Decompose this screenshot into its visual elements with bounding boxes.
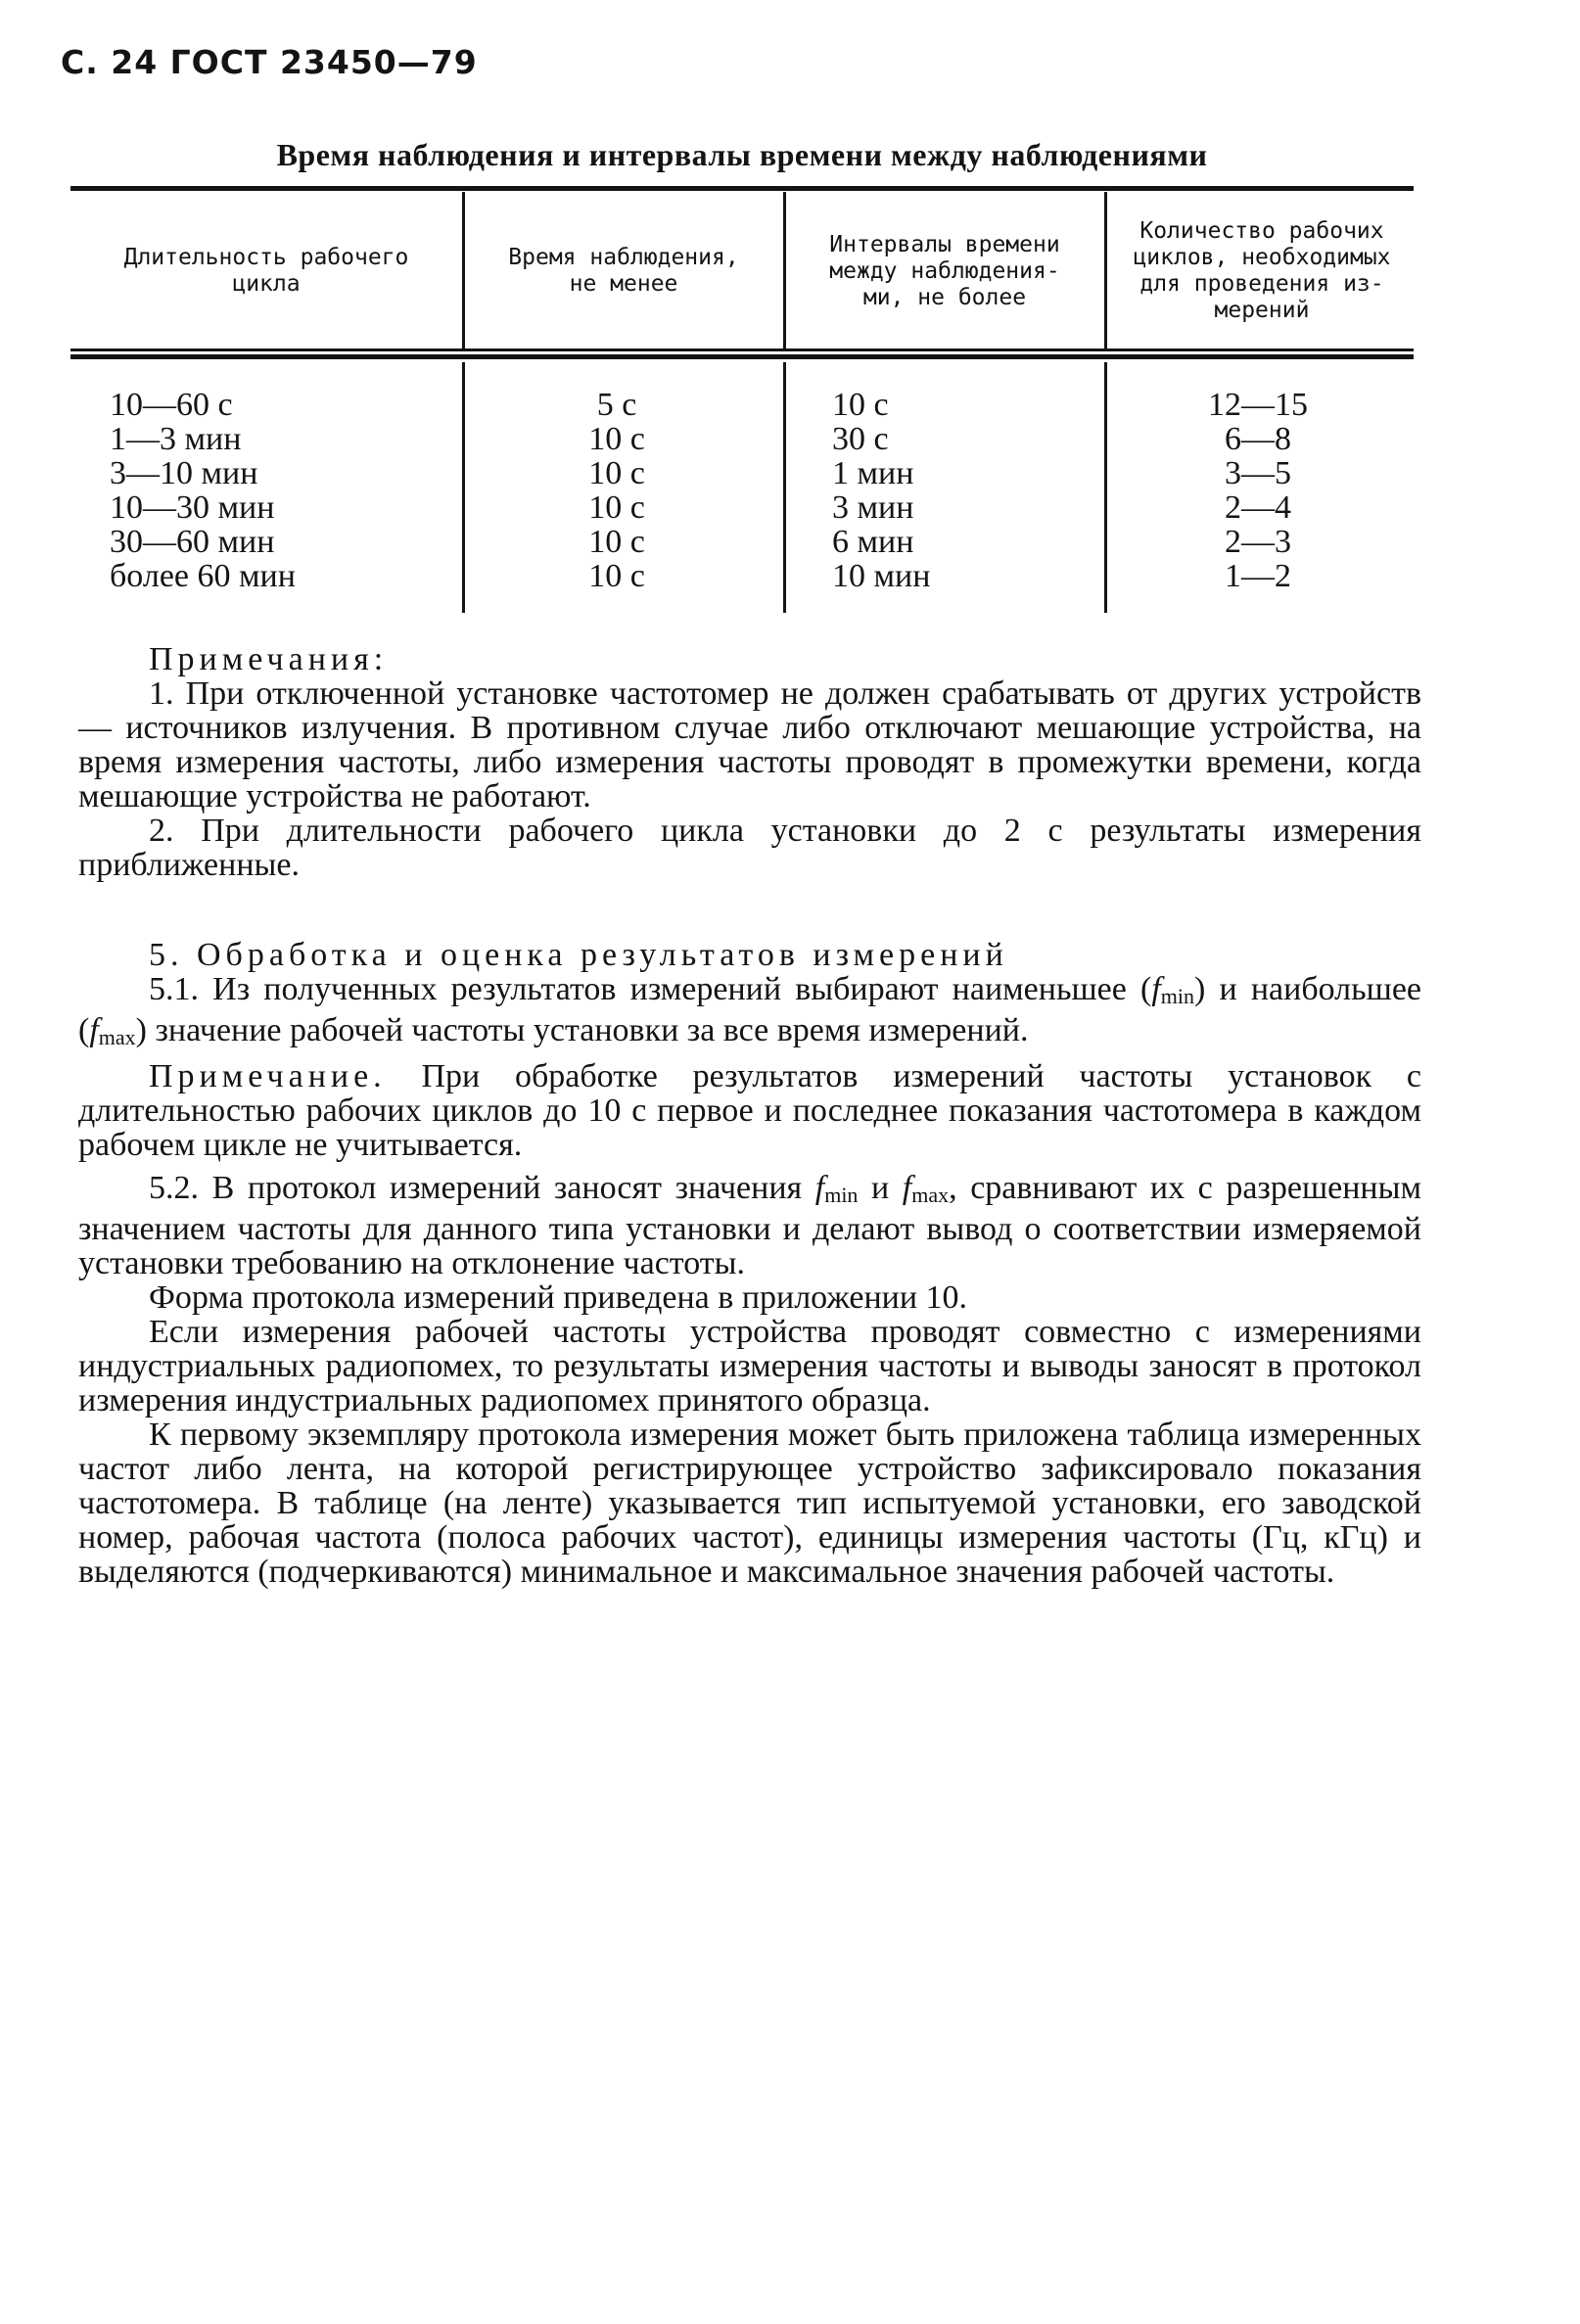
text-run: 5.2. В протокол измерений заносят значения (149, 1170, 815, 1206)
f-symbol: f (89, 1012, 99, 1048)
header-line: Время наблюдения, (508, 245, 739, 270)
table-cell: 10 с (588, 421, 645, 457)
paragraphs-block (78, 1171, 1421, 1589)
header-line: Интервалы времени (829, 231, 1060, 257)
table-cell: 10 с (588, 455, 645, 491)
table-header-cycles-count (1110, 196, 1414, 347)
header-line: Количество рабочих (1139, 218, 1384, 244)
header-line: ми, не более (862, 284, 1027, 310)
f-symbol: f (814, 1170, 825, 1206)
notes-block (78, 642, 1421, 882)
table-cell: 10 с (588, 489, 645, 526)
subscript-max: max (98, 1025, 136, 1049)
table-cell: 30 с (832, 421, 889, 457)
table-cell: более 60 мин (110, 558, 296, 594)
table-cell: 12—15 (1208, 387, 1308, 423)
paragraph-joint-measurement: Если измерения рабочей частоты устройства проводят совместно с измерениями индустриальных радиопомех, то результаты измерения частоты и выводы заносят в протокол измерения индустриальных радиопомех принятого образца. (78, 1314, 1421, 1418)
header-line: не менее (569, 271, 678, 297)
notes-title: Примечания: (149, 641, 389, 677)
paragraph-5-1 (78, 972, 1421, 1054)
paragraph-protocol-form: Форма протокола измерений приведена в приложении 10. (149, 1279, 968, 1316)
table-header-rule-double (70, 354, 1414, 359)
table-column-cycles-count (1106, 388, 1410, 593)
subscript-min: min (824, 1183, 859, 1207)
table-cell: 3—10 мин (110, 455, 258, 491)
table-col-divider (1104, 192, 1107, 349)
table-cell: 5 с (596, 387, 637, 423)
table-top-rule (70, 186, 1414, 191)
text-run: ) и наибольшее ( (78, 971, 1422, 1048)
header-line: циклов, необходимых (1133, 245, 1391, 270)
paragraph-5-2 (78, 1171, 1421, 1280)
text-run: 5.1. Из полученных результатов измерений выбирают наименьшее ( (149, 971, 1152, 1007)
f-symbol: f (902, 1170, 912, 1206)
text-run: ) значение рабочей частоты установки за все время измерений. (135, 1012, 1029, 1048)
table-cell: 1 мин (832, 455, 914, 491)
table-title: Время наблюдения и интервалы времени между наблюдениями (276, 137, 1208, 172)
table-header-rule (70, 349, 1414, 351)
table-col-divider (783, 362, 786, 613)
table-cell: 2—4 (1225, 489, 1291, 526)
table-cell: 3—5 (1225, 455, 1291, 491)
table-cell: 10 с (588, 524, 645, 560)
section-5-block (78, 938, 1421, 1054)
table-cell: 1—3 мин (110, 421, 242, 457)
table-cell: 10—60 с (110, 387, 233, 423)
table-cell: 2—3 (1225, 524, 1291, 560)
page-header: С. 24 ГОСТ 23450—79 (61, 43, 478, 81)
table-cell: 10—30 мин (110, 489, 275, 526)
table-cell: 3 мин (832, 489, 914, 526)
table-cell: 10 с (832, 387, 889, 423)
paragraph-attachment: К первому экземпляру протокола измерения может быть приложена таблица измеренных частот либо лента, на которой регистрирующее устройство зафиксировало показания частотомера. В таблице (на ленте) указывается тип испытуемой установки, его заводской номер, рабочая частота (полоса рабочих частот), единицы измерения частоты (Гц, кГц) и выделяются (подчеркиваются) минимальное и максимальное значения рабочей частоты. (78, 1417, 1421, 1590)
text-run: и (858, 1170, 903, 1206)
table-column-interval (832, 388, 1087, 593)
table-col-divider (783, 192, 786, 349)
f-symbol: f (1151, 971, 1161, 1007)
text-run: , сравнивают их с разрешенным значением частоты для данного типа установки и делают вывод о соответствии измеряемой установки требованию на отклонение частоты. (78, 1170, 1421, 1281)
note-item-1: 1. При отключенной установке частотомер не должен срабатывать от других устройств — источников излучения. В противном случае либо отключают мешающие устройства, на время измерения частоты, либо измерения частоты проводят в промежутки времени, когда мешающие устройства не работают. (78, 675, 1421, 814)
table-cell: 1—2 (1225, 558, 1291, 594)
table-header-cycle-duration (74, 196, 458, 347)
table-header-observation-time (468, 196, 779, 347)
subscript-max: max (911, 1183, 950, 1207)
header-line: цикла (232, 271, 301, 297)
note-item-2: 2. При длительности рабочего цикла установки до 2 с результаты измерения приближенные. (78, 813, 1421, 883)
note-label: Примечание. (149, 1058, 387, 1094)
table-cell: 6—8 (1225, 421, 1291, 457)
header-line: мерений (1214, 298, 1310, 323)
table-column-observation-time (460, 388, 773, 593)
section-5-title: 5. Обработка и оценка результатов измерений (149, 937, 1008, 973)
table-cell: 30—60 мин (110, 524, 275, 560)
table-cell: 6 мин (832, 524, 914, 560)
header-line: между наблюдения- (829, 257, 1060, 284)
note-block (78, 1059, 1421, 1162)
table-col-divider (462, 192, 465, 349)
table-column-cycle-duration (110, 388, 433, 593)
subscript-min: min (1160, 984, 1194, 1008)
header-line: для проведения из- (1139, 271, 1384, 297)
note-paragraph (78, 1059, 1421, 1162)
table-cell: 10 мин (832, 558, 931, 594)
table-header-interval (789, 196, 1100, 347)
header-line: Длительность рабочего (123, 245, 409, 270)
note-text: При обработке результатов измерений частоты установок с длительностью рабочих циклов до 10 с первое и последнее показания частотомера в каждом рабочем цикле не учитывается. (78, 1058, 1421, 1163)
table-cell: 10 с (588, 558, 645, 594)
